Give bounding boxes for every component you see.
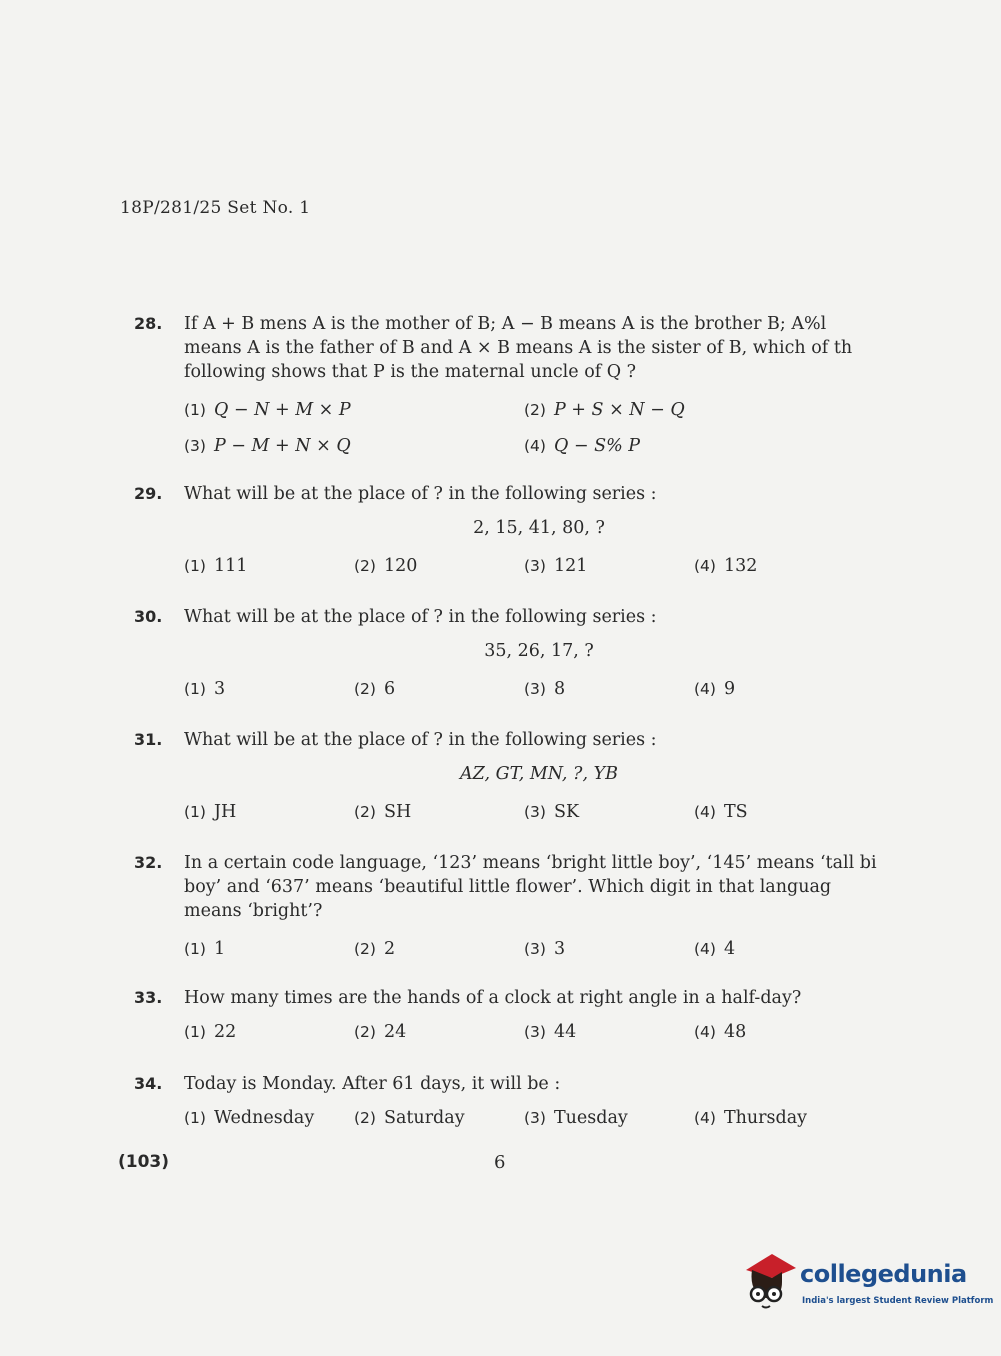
option-4: (4) 4 xyxy=(694,939,736,959)
options xyxy=(184,554,894,582)
option-3: (3) 44 xyxy=(524,1022,577,1042)
question-number: 30. xyxy=(134,607,163,626)
question-number: 28. xyxy=(134,314,163,333)
series: AZ, GT, MN, ?, YB xyxy=(460,764,618,784)
options xyxy=(184,1020,894,1048)
option-1: (1) Wednesday xyxy=(184,1108,315,1128)
question-text: What will be at the place of ? in the following series : xyxy=(184,730,657,750)
option-1: (1) 1 xyxy=(184,939,226,959)
option-3: (3) Tuesday xyxy=(524,1108,628,1128)
option-2: (2) SH xyxy=(354,802,412,822)
option-4: (4) 9 xyxy=(694,679,736,699)
question-text: What will be at the place of ? in the following series : xyxy=(184,484,657,504)
option-2: (2) 6 xyxy=(354,679,396,699)
paper-code: 18P/281/25 Set No. 1 xyxy=(120,198,311,218)
question-number: 34. xyxy=(134,1074,163,1093)
logo-tagline: India's largest Student Review Platform xyxy=(802,1296,994,1306)
option-1: (1) JH xyxy=(184,802,237,822)
option-2: (2) 2 xyxy=(354,939,396,959)
option-2: (2) Saturday xyxy=(354,1108,465,1128)
question-text: How many times are the hands of a clock at right angle in a half-day? xyxy=(184,988,802,1008)
option-3: (3) 3 xyxy=(524,939,566,959)
question-text: If A + B mens A is the mother of B; A − B means A is the brother B; A%l means A is the father of B and A × B means A is the sister of B, which of th following shows that P is the maternal uncle of Q ? xyxy=(184,314,853,382)
option-4: (4) Thursday xyxy=(694,1108,808,1128)
question-30 xyxy=(134,605,894,705)
question-28 xyxy=(134,312,894,470)
question-29 xyxy=(134,482,894,582)
series: 35, 26, 17, ? xyxy=(484,641,594,661)
option-3: (3) P − M + N × Q xyxy=(184,436,351,456)
option-1: (1) 111 xyxy=(184,556,248,576)
option-3: (3) 121 xyxy=(524,556,588,576)
question-32 xyxy=(134,851,894,965)
question-text: Today is Monday. After 61 days, it will be : xyxy=(184,1074,561,1094)
question-number: 29. xyxy=(134,484,163,503)
question-number: 31. xyxy=(134,730,163,749)
question-34 xyxy=(134,1072,894,1134)
option-2: (2) P + S × N − Q xyxy=(524,400,685,420)
option-1: (1) 3 xyxy=(184,679,226,699)
question-number: 33. xyxy=(134,988,163,1007)
booklet-code: (103) xyxy=(118,1152,170,1172)
options xyxy=(184,398,894,470)
collegedunia-logo xyxy=(742,1248,994,1318)
option-4: (4) TS xyxy=(694,802,748,822)
option-1: (1) 22 xyxy=(184,1022,237,1042)
options xyxy=(184,800,894,828)
series: 2, 15, 41, 80, ? xyxy=(473,518,605,538)
option-1: (1) Q − N + M × P xyxy=(184,400,351,420)
page-number: 6 xyxy=(494,1152,506,1173)
options xyxy=(184,677,894,705)
option-2: (2) 120 xyxy=(354,556,418,576)
question-31 xyxy=(134,728,894,828)
option-4: (4) 48 xyxy=(694,1022,747,1042)
question-number: 32. xyxy=(134,853,163,872)
option-3: (3) 8 xyxy=(524,679,566,699)
options xyxy=(184,1106,894,1134)
options xyxy=(184,937,894,965)
question-33 xyxy=(134,986,894,1048)
option-4: (4) Q − S% P xyxy=(524,436,641,456)
option-3: (3) SK xyxy=(524,802,580,822)
option-4: (4) 132 xyxy=(694,556,758,576)
mascot-icon xyxy=(742,1248,798,1312)
logo-wordmark: collegedunia xyxy=(800,1260,967,1288)
question-text: In a certain code language, ‘123’ means ‘bright little boy’, ‘145’ means ‘tall bi boy’ and ‘637’ means ‘beautiful little flower’. Which digit in that languag means ‘bright’? xyxy=(184,853,877,921)
option-2: (2) 24 xyxy=(354,1022,407,1042)
question-text: What will be at the place of ? in the following series : xyxy=(184,607,657,627)
